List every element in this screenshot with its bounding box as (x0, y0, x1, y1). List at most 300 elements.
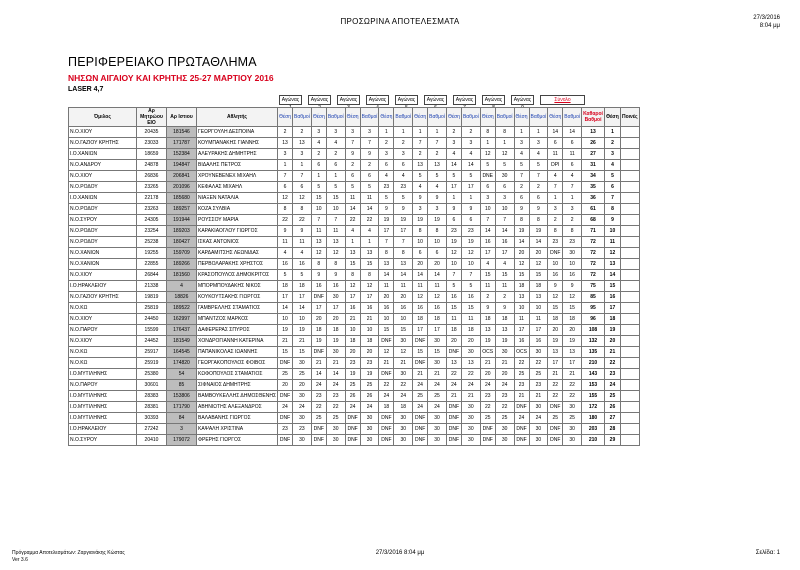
race-cell: 25 (514, 369, 529, 380)
race-cell: 25 (278, 369, 293, 380)
race-cell: 23 (311, 391, 326, 402)
race-cell: 10 (446, 259, 461, 270)
race-cell: 2 (360, 160, 379, 171)
race-cell: DNF (278, 391, 293, 402)
penalties-cell (620, 303, 639, 314)
race-cell: 24 (293, 402, 312, 413)
race-cell: 24 (446, 380, 461, 391)
race-cell: 23 (345, 358, 360, 369)
race-cell: 22 (514, 358, 529, 369)
race-cell: 13 (413, 160, 428, 171)
place-cell: 6 (604, 182, 620, 193)
race-cell: 20 (428, 259, 447, 270)
race-cell: 18 (293, 281, 312, 292)
team-cell: Ι.Ο.ΜΥΤΙΛΗΝΗΣ (69, 413, 137, 424)
registry-cell: 24452 (137, 336, 167, 347)
athlete-cell: ΙΣΚΑΣ ΑΝΤΩΝΙΟΣ (197, 237, 278, 248)
race-cell: 12 (379, 347, 394, 358)
race-cell: 20 (563, 325, 582, 336)
penalties-cell (620, 193, 639, 204)
race-cell: 12 (345, 281, 360, 292)
race-cell: 26 (345, 391, 360, 402)
race-cell: 14 (563, 127, 582, 138)
table-row (69, 336, 640, 347)
table-row (69, 314, 640, 325)
race-cell: 30 (394, 435, 413, 446)
race-cell: DNF (311, 435, 326, 446)
race-cell: 4 (480, 259, 495, 270)
race-cell: 4 (514, 149, 529, 160)
athlete-cell: ΚΕΦΑΛΑΣ ΜΙΧΑΗΛ (197, 182, 278, 193)
race-cell: 6 (360, 171, 379, 182)
team-cell: Ν.Ο.ΣΥΡΟΥ (69, 435, 137, 446)
race-cell: 10 (413, 237, 428, 248)
race-cell: DNF (446, 347, 461, 358)
race-cell: 30 (428, 435, 447, 446)
net-points-cell: 85 (582, 292, 605, 303)
race-cell: 6 (428, 248, 447, 259)
team-cell: Ν.Ο.ΓΑΖΙΟΥ ΚΡΗΤΗΣ (69, 292, 137, 303)
race-cell: 1 (563, 193, 582, 204)
race-cell: 16 (529, 336, 548, 347)
race-cell: 20 (548, 325, 563, 336)
race-cell: 1 (480, 138, 495, 149)
race-cell: 25 (548, 413, 563, 424)
race-cell: 13 (394, 259, 413, 270)
results-header-row (69, 108, 640, 127)
race-label: Αγώνας (366, 95, 389, 105)
race-cell: 11 (413, 281, 428, 292)
penalties-cell (620, 391, 639, 402)
col-header-net-points: Καθαροί Βαθμοί (582, 108, 605, 127)
penalties-cell (620, 270, 639, 281)
race-cell: 2 (446, 127, 461, 138)
registry-cell: 20435 (137, 127, 167, 138)
net-points-cell: 26 (582, 138, 605, 149)
penalties-cell (620, 413, 639, 424)
race-cell: 15 (345, 259, 360, 270)
race-cell: 26 (360, 391, 379, 402)
race-cell: 25 (563, 413, 582, 424)
race-cell: DNF (345, 413, 360, 424)
race-cell: 20 (446, 336, 461, 347)
race-cell: 19 (529, 226, 548, 237)
race-cell: 7 (293, 171, 312, 182)
athlete-cell: ΑΒΗΝΙΩΤΗΣ ΑΛΕΞΑΝΔΡΟΣ (197, 402, 278, 413)
race-cell: 2 (480, 292, 495, 303)
race-cell: 10 (311, 204, 326, 215)
race-cell: 14 (514, 237, 529, 248)
race-cell: DNF (413, 413, 428, 424)
race-cell: 4 (548, 171, 563, 182)
race-cell: 17 (394, 226, 413, 237)
col-header-race-position: Θέση (480, 108, 495, 127)
race-cell: 12 (514, 259, 529, 270)
race-cell: 9 (461, 204, 480, 215)
race-cell: 25 (360, 380, 379, 391)
race-cell: DNF (446, 424, 461, 435)
race-cell: 30 (563, 435, 582, 446)
athlete-cell: ΡΟΥΣΣΟΥ ΜΑΡΙΑ (197, 215, 278, 226)
race-cell: 21 (293, 336, 312, 347)
race-cell: 11 (360, 193, 379, 204)
race-cell: 19 (548, 336, 563, 347)
net-points-cell: 36 (582, 193, 605, 204)
race-cell: DNF (446, 413, 461, 424)
race-cell: 19 (413, 215, 428, 226)
race-cell: 19 (461, 237, 480, 248)
penalties-cell (620, 380, 639, 391)
race-cell: 21 (563, 369, 582, 380)
athlete-cell: ΠΑΠΑΝΙΚΟΛΑΣ ΙΩΑΝΝΗΣ (197, 347, 278, 358)
penalties-cell (620, 281, 639, 292)
net-points-cell: 132 (582, 336, 605, 347)
race-cell: 30 (394, 413, 413, 424)
registry-cell: 23033 (137, 138, 167, 149)
race-cell: 15 (461, 303, 480, 314)
race-cell: DNF (413, 424, 428, 435)
race-cell: 15 (278, 347, 293, 358)
athlete-cell: ΚΑΡΔΑΜΙΤΣΗΣ ΛΕΩΝΙΔΑΣ (197, 248, 278, 259)
race-cell: 1 (428, 127, 447, 138)
race-cell: 6 (495, 182, 514, 193)
race-cell: 20 (345, 347, 360, 358)
registry-cell: 25238 (137, 237, 167, 248)
race-cell: 10 (514, 303, 529, 314)
race-label: Αγώνας (482, 95, 505, 105)
race-cell: 17 (345, 292, 360, 303)
registry-cell: 28383 (137, 391, 167, 402)
race-cell: 5 (446, 171, 461, 182)
race-cell: 2 (514, 182, 529, 193)
race-cell: 17 (495, 248, 514, 259)
race-cell: 20 (480, 369, 495, 380)
team-cell: Ν.Ο.ΧΙΟΥ (69, 171, 137, 182)
sail-number-cell: 189266 (167, 259, 197, 270)
race-cell: 15 (529, 270, 548, 281)
race-cell: DNF (345, 424, 360, 435)
race-cell: 14 (529, 237, 548, 248)
footer-version: Ver 3.6 (12, 557, 28, 563)
race-cell: 10 (326, 204, 345, 215)
race-cell: 12 (428, 292, 447, 303)
col-header-race-points: Βαθμοί (394, 108, 413, 127)
penalties-cell (620, 248, 639, 259)
race-cell: 19 (446, 237, 461, 248)
net-points-cell: 155 (582, 391, 605, 402)
athlete-cell: ΝΙΑΞΕΝ ΝΑΤΑΛΙΑ (197, 193, 278, 204)
registry-cell: 24450 (137, 314, 167, 325)
race-cell: 19 (379, 215, 394, 226)
athlete-cell: ΠΕΡΒΟΛΑΡΑΚΗΣ ΧΡΗΣΤΟΣ (197, 259, 278, 270)
race-cell: 11 (326, 226, 345, 237)
race-cell: 18 (514, 281, 529, 292)
race-cell: 21 (413, 369, 428, 380)
race-cell: 3 (379, 149, 394, 160)
race-cell: 3 (345, 127, 360, 138)
race-cell: 9 (514, 204, 529, 215)
race-cell: 10 (379, 314, 394, 325)
race-cell: 23 (529, 380, 548, 391)
athlete-cell: ΧΟΝΔΡΟΓΙΑΝΝΗ ΚΑΤΕΡΙΝΑ (197, 336, 278, 347)
race-cell: 24 (360, 402, 379, 413)
race-cell: 10 (461, 259, 480, 270)
race-cell: 30 (293, 391, 312, 402)
race-cell: 21 (428, 369, 447, 380)
race-cell: 4 (446, 149, 461, 160)
registry-cell: 28381 (137, 402, 167, 413)
sail-number-cell: 189522 (167, 303, 197, 314)
col-header-race-position: Θέση (446, 108, 461, 127)
race-cell: 24 (394, 391, 413, 402)
table-row (69, 369, 640, 380)
page-header-datetime (753, 14, 780, 30)
race-cell: 23 (394, 182, 413, 193)
team-cell: Ν.Ο.ΑΝΔΡΟΥ (69, 160, 137, 171)
race-cell: 10 (548, 259, 563, 270)
race-cell: 13 (446, 358, 461, 369)
place-cell: 26 (604, 402, 620, 413)
page-header-title: ΠΡΟΣΩΡΙΝΑ ΑΠΟΤΕΛΕΣΜΑΤΑ (340, 17, 460, 26)
race-label: Αγώνας (395, 95, 418, 105)
race-label: Αγώνας (308, 95, 331, 105)
team-cell: Ν.Ο.ΡΟΔΟΥ (69, 237, 137, 248)
race-cell: 15 (446, 303, 461, 314)
race-cell: 7 (446, 270, 461, 281)
race-cell: 3 (563, 204, 582, 215)
sail-number-cell: 191944 (167, 215, 197, 226)
race-cell: 16 (345, 303, 360, 314)
race-cell: 6 (480, 182, 495, 193)
col-header-race-points: Βαθμοί (563, 108, 582, 127)
race-cell: 3 (529, 138, 548, 149)
table-row (69, 380, 640, 391)
place-cell: 18 (604, 314, 620, 325)
race-cell: 12 (278, 193, 293, 204)
race-cell: OCS (480, 347, 495, 358)
race-cell: 7 (563, 182, 582, 193)
race-cell: 16 (548, 270, 563, 281)
net-points-cell: 172 (582, 402, 605, 413)
col-header-race-position: Θέση (514, 108, 529, 127)
race-cell: 11 (529, 314, 548, 325)
race-cell: 9 (529, 204, 548, 215)
race-cell: 11 (345, 193, 360, 204)
athlete-cell: ΣΙΦΝΑΙΟΣ ΔΗΜΗΤΡΗΣ (197, 380, 278, 391)
penalties-cell (620, 292, 639, 303)
place-cell: 5 (604, 171, 620, 182)
race-cell: DNF (379, 435, 394, 446)
race-cell: 9 (548, 281, 563, 292)
race-cell: DNF (345, 435, 360, 446)
race-cell: 3 (278, 149, 293, 160)
race-cell: 2 (379, 138, 394, 149)
col-header-race-position: Θέση (345, 108, 360, 127)
race-cell: 20 (278, 380, 293, 391)
race-cell: 13 (480, 325, 495, 336)
table-row (69, 215, 640, 226)
race-cell: 22 (345, 215, 360, 226)
race-cell: 16 (278, 259, 293, 270)
col-header-race-position: Θέση (278, 108, 293, 127)
race-cell: 6 (278, 182, 293, 193)
net-points-cell: 210 (582, 435, 605, 446)
penalties-cell (620, 314, 639, 325)
race-cell: 13 (428, 160, 447, 171)
race-cell: 23 (563, 237, 582, 248)
race-cell: DNE (480, 171, 495, 182)
race-cell: 6 (563, 138, 582, 149)
race-cell: 1 (360, 237, 379, 248)
race-cell: 30 (326, 347, 345, 358)
table-row (69, 413, 640, 424)
sail-number-cell: 185680 (167, 193, 197, 204)
race-cell: 6 (379, 160, 394, 171)
athlete-cell: ΓΑΜΒΡΕΛΛΗΣ ΣΤΑΜΑΤΙΟΣ (197, 303, 278, 314)
athlete-cell: ΜΠΑΝΤΖΟΣ ΜΑΡΚΟΣ (197, 314, 278, 325)
race-cell: 5 (311, 182, 326, 193)
race-cell: 23 (480, 391, 495, 402)
race-cell: 19 (278, 325, 293, 336)
race-cell: 16 (495, 237, 514, 248)
race-cell: 4 (278, 248, 293, 259)
race-cell: 30 (394, 424, 413, 435)
race-cell: 17 (514, 325, 529, 336)
race-cell: 18 (360, 336, 379, 347)
race-cell: DNF (278, 413, 293, 424)
race-cell: 19 (428, 215, 447, 226)
athlete-cell: ΦΡΕΡΗΣ ΓΙΩΡΓΟΣ (197, 435, 278, 446)
race-cell: 4 (360, 226, 379, 237)
race-cell: 6 (563, 160, 582, 171)
race-cell: 20 (311, 314, 326, 325)
race-cell: DNF (548, 435, 563, 446)
net-points-cell: 13 (582, 127, 605, 138)
race-cell: 19 (326, 336, 345, 347)
race-cell: 22 (529, 358, 548, 369)
race-cell: 20 (529, 248, 548, 259)
race-cell: 30 (529, 424, 548, 435)
race-cell: 23 (495, 391, 514, 402)
race-cell: 3 (394, 149, 413, 160)
col-header-race-points: Βαθμοί (461, 108, 480, 127)
net-points-cell: 71 (582, 226, 605, 237)
race-cell: 13 (311, 237, 326, 248)
race-cell: 21 (326, 358, 345, 369)
col-header-race-points: Βαθμοί (360, 108, 379, 127)
athlete-cell: ΚΡΑΣΟΠΟΥΛΟΣ ΔΗΜΟΚΡΙΤΟΣ (197, 270, 278, 281)
race-cell: 5 (514, 160, 529, 171)
race-cell: 20 (360, 347, 379, 358)
registry-cell: 22178 (137, 193, 167, 204)
race-cell: 14 (394, 270, 413, 281)
race-cell: 2 (278, 127, 293, 138)
race-cell: 1 (495, 138, 514, 149)
registry-cell: 26844 (137, 270, 167, 281)
race-cell: 3 (514, 138, 529, 149)
race-cell: 11 (446, 314, 461, 325)
race-cell: 13 (326, 237, 345, 248)
team-cell: Ν.Ο.ΡΟΔΟΥ (69, 182, 137, 193)
race-cell: 8 (480, 127, 495, 138)
net-points-cell: 72 (582, 237, 605, 248)
race-cell: 5 (529, 160, 548, 171)
race-cell: 25 (311, 413, 326, 424)
race-cell: 19 (514, 226, 529, 237)
race-cell: 2 (326, 149, 345, 160)
race-cell: 4 (345, 226, 360, 237)
race-cell: 23 (360, 358, 379, 369)
team-cell: Ι.Ο.ΗΡΑΚΛΕΙΟΥ (69, 281, 137, 292)
race-cell: 7 (326, 215, 345, 226)
race-cell: 2 (563, 215, 582, 226)
race-cell: DNF (379, 413, 394, 424)
race-cell: 8 (548, 226, 563, 237)
race-cell: 16 (413, 303, 428, 314)
race-cell: 12 (360, 281, 379, 292)
team-cell: Ν.Ο.ΡΟΔΟΥ (69, 204, 137, 215)
race-cell: 13 (529, 292, 548, 303)
place-cell: 2 (604, 138, 620, 149)
race-cell: 20 (514, 248, 529, 259)
team-cell: Ι.Ο.ΗΡΑΚΛΕΙΟΥ (69, 424, 137, 435)
race-cell: 2 (428, 149, 447, 160)
race-cell: 24 (514, 413, 529, 424)
race-cell: 30 (428, 358, 447, 369)
race-cell: 7 (428, 138, 447, 149)
race-cell: 12 (461, 248, 480, 259)
registry-cell: 20410 (137, 435, 167, 446)
race-cell: 9 (345, 149, 360, 160)
net-points-cell: 68 (582, 215, 605, 226)
race-cell: 5 (495, 160, 514, 171)
race-cell: 23 (293, 424, 312, 435)
race-cell: 12 (326, 248, 345, 259)
sail-number-cell: 164545 (167, 347, 197, 358)
race-cell: 7 (413, 138, 428, 149)
race-cell: 2 (293, 127, 312, 138)
race-cell: 14 (446, 160, 461, 171)
race-cell: 30 (360, 435, 379, 446)
table-row (69, 127, 640, 138)
race-cell: 18 (529, 281, 548, 292)
race-cell: 14 (413, 270, 428, 281)
race-cell: 7 (394, 237, 413, 248)
race-cell: 24 (345, 402, 360, 413)
race-cell: 4 (293, 248, 312, 259)
race-cell: 10 (293, 314, 312, 325)
race-cell: 4 (529, 149, 548, 160)
race-cell: 15 (293, 347, 312, 358)
race-cell: 14 (326, 369, 345, 380)
race-cell: DNF (548, 248, 563, 259)
race-cell: 17 (293, 292, 312, 303)
race-cell: 30 (326, 424, 345, 435)
race-cell: 21 (548, 369, 563, 380)
race-cell: 2 (548, 215, 563, 226)
race-cell: 6 (293, 182, 312, 193)
penalties-cell (620, 347, 639, 358)
race-cell: 9 (278, 226, 293, 237)
race-cell: 8 (360, 270, 379, 281)
race-cell: 2 (461, 127, 480, 138)
col-header-race-points: Βαθμοί (428, 108, 447, 127)
race-cell: 17 (529, 325, 548, 336)
race-cell: 12 (529, 259, 548, 270)
net-points-cell: 153 (582, 380, 605, 391)
table-row (69, 292, 640, 303)
race-cell: 19 (495, 336, 514, 347)
